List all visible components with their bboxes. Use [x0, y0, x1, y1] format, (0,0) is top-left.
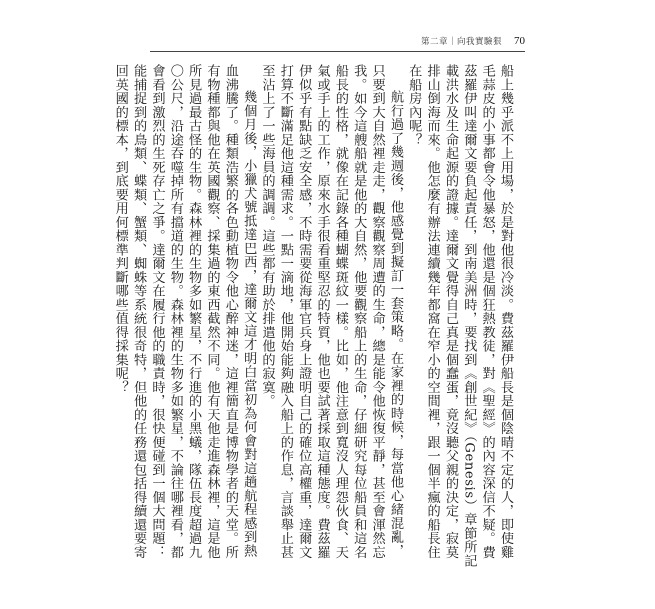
- paragraph-1: 船上幾乎派不上用場，於是對他很冷淡。費茲羅伊船長是個陰晴不定的人，即使雞毛蒜皮的小事都會令他暴怒，他還是個狂熱教徒，對《聖經》的內容深信不疑。費茲羅伊叫達爾文要負起責任，到南美洲時，要找到《創世紀》（Genesis）章節所記載洪水及生命起源的證據。達爾文覺得自己真是個蠢蛋，竟沒聽父親的決定，寂莫排山倒海而來。他怎麼有辦法連續幾年都窩在窄小的空間裡，跟一個半瘋的船長住在船房內呢？: [406, 64, 513, 568]
- chapter-title: 第二章｜向我實驗狠: [420, 37, 502, 47]
- paragraph-3: 幾個月後，小獵犬號抵達巴西，達爾文這才明白當初為何會對這趟航程感到熱血沸騰了。種類浩繁的各色動植物令他心醉神迷，這裡簡直是博物學者的天堂。所有物種都與他在英國觀察、採集過的東西截然不同。他有天他走進森林裡，這是他所見過最古怪的生物。森林裡的生物多如繁星，不行進的小黑蟻，隊伍長度超過九〇公尺，沿途吞噬掉所有擋道的生物。森林裡的生物多如繁星，不論往哪裡看，都會看到激烈的生死存亡之爭。達爾文在履行他的職責時，很快便碰到一個大問題：能捕捉到的鳥類、蝶類、蟹類、蜘蛛等系統很奇特，但他的任務還包括得續還要寄回英國的標本，到底要用何標準判斷哪些值得採集呢？: [112, 64, 257, 559]
- paragraph-2: 航行過了幾週後，他感覺到擬訂一套策略。在家裡的時候，每當他心緒混亂，只要到大自然裡走走，觀察觀察周遭的生命，總是能令他恢復平靜，甚至會渾然忘我。如今這艘船就是他的大自然，他要觀察船上的生命，仔細研究每位船員和這名船長的性格，就像在記錄各種蝴蝶斑紋一樣。比如，他注意到寬沒人理怨伙食、天氣或手上的工作，原來水手很看重堅忍的特質，他也要試著採取這種態度。費茲羅伊似乎有點缺乏安全感，不時需要從海軍官兵身上證明自己的確位高權重，達爾文打算不斷滿足他這種需求。一點一滴地，他開始能夠融入船上的作息，言談舉止甚至沾上了一些海員的調調。這些都有助於排遣他的寂寞。: [259, 64, 403, 559]
- vertical-text-body: [112, 64, 514, 569]
- header-divider: [150, 51, 525, 52]
- page-number: 70: [514, 35, 525, 47]
- running-header: [150, 31, 525, 51]
